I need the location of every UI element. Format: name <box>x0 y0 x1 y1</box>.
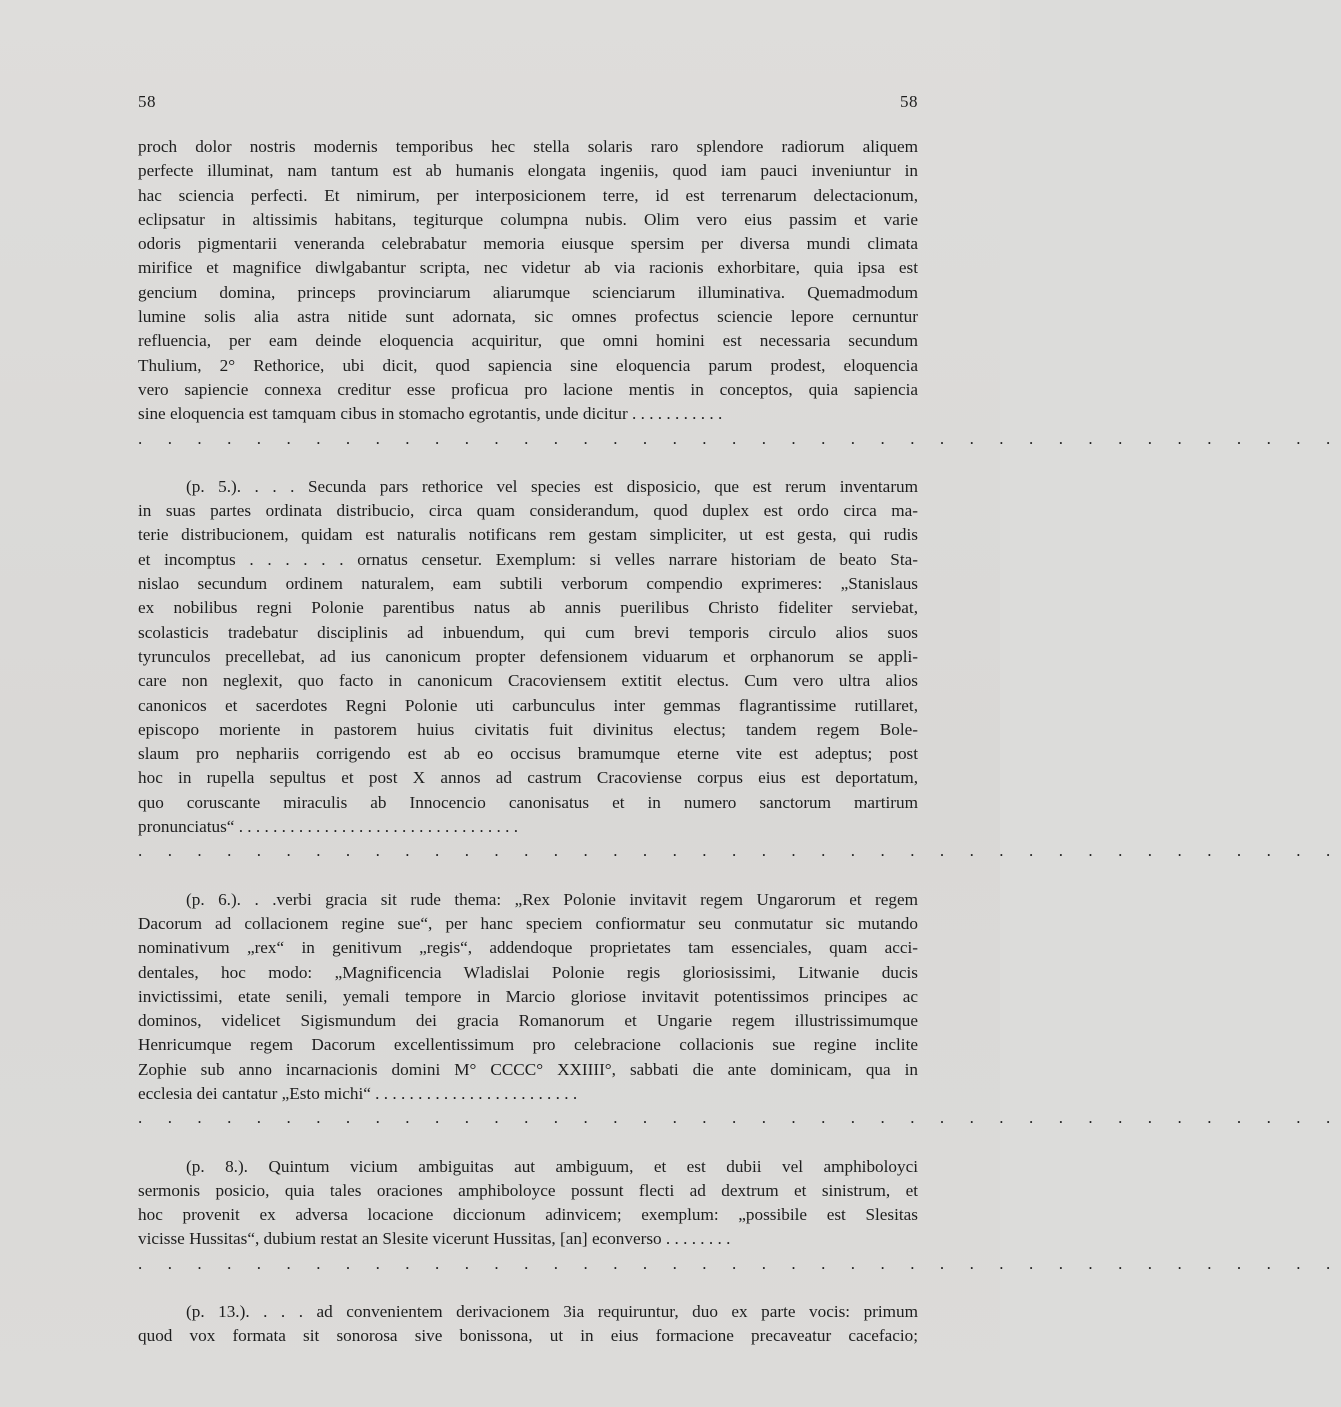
text-line: Thulium, 2° Rethorice, ubi dicit, quod sapiencia sine eloquencia parum prodest, eloquencia <box>138 355 918 375</box>
text-line: Dacorum ad collacionem regine sue“, per hanc speciem confiormatur seu conmutatur sic mutando <box>138 913 918 933</box>
text-line: (p. 6.). . .verbi gracia sit rude thema: „Rex Polonie invitavit regem Ungarorum et regem <box>186 889 918 909</box>
omission-dots: . . . . . . . . . . . . . . . . . . . . . . . . . . . . . . . . . . . . . . . . . <box>138 841 1341 861</box>
text-line: hac sciencia perfecti. Et nimirum, per interposicionem terre, id est terrenarum delectacionum, <box>138 185 918 205</box>
text-line: quod vox formata sit sonorosa sive bonissona, ut in eius formacione precaveatur cacefacio; <box>138 1326 918 1346</box>
text-line: gencium domina, princeps provinciarum aliarumque scienciarum illuminativa. Quemadmodum <box>138 282 918 302</box>
text-line: proch dolor nostris modernis temporibus hec stella solaris raro splendore radiorum aliquem <box>138 137 918 156</box>
text-line: dominos, videlicet Sigismundum dei gracia Romanorum et Ungarie regem illustrissimumque <box>138 1011 918 1031</box>
text-line: care non neglexit, quo facto in canonicum Cracoviensem extitit electus. Cum vero ultra alios <box>138 671 918 691</box>
text-line: dentales, hoc modo: „Magnificencia Wladislai Polonie regis gloriosissimi, Litwanie ducis <box>138 962 918 982</box>
text-line: Henricumque regem Dacorum excellentissimum pro celebracione collacionis sue regine inclite <box>138 1035 918 1055</box>
text-line: scolasticis tradebatur disciplinis ad inbuendum, qui cum brevi temporis circulo alios suos <box>138 622 918 642</box>
omission-dots: . . . . . . . . . . . . . . . . . . . . . . . . . . . . . . . . . . . . . . . . . <box>138 1108 1341 1128</box>
text-line: odoris pigmentarii veneranda celebrabatur memoria eiusque spersim per diversa mundi climata <box>138 234 918 254</box>
omission-dots: . . . . . . . . . . . . . . . . . . . . . . . . . . . . . . . . . . . . . . . . . <box>138 1253 1341 1273</box>
text-body <box>138 135 1341 1349</box>
text-line: (p. 5.). . . . Secunda pars rethorice vel species est disposicio, que est rerum inventarum <box>186 476 918 496</box>
text-line: in suas partes ordinata distribucio, circa quam considerandum, quod duplex est ordo circa ma- <box>138 501 918 521</box>
text-line: invictissimi, etate senili, yemali tempore in Marcio gloriose invitavit potentissimos principes ac <box>138 986 918 1006</box>
text-line: sermonis posicio, quia tales oraciones amphiboloyce possunt flecti ad dextrum et sinistrum, et <box>138 1180 918 1200</box>
omission-dots: . . . . . . . . . . . . . . . . . . . . . . . . . . . . . . . . . . . . . . . . . <box>138 428 1341 448</box>
text-line: (p. 13.). . . . ad convenientem derivacionem 3ia requiruntur, duo ex parte vocis: primum <box>186 1302 918 1322</box>
text-line: ecclesia dei cantatur „Esto michi“ . . . . . . . . . . . . . . . . . . . . . . . . <box>138 1083 578 1103</box>
text-line: terie distribucionem, quidam est naturalis notificans rem gestam simpliciter, ut est gesta, qui rudis <box>138 525 918 545</box>
text-line: pronunciatus“ . . . . . . . . . . . . . . . . . . . . . . . . . . . . . . . . . <box>138 817 519 837</box>
text-line: canonicos et sacerdotes Regni Polonie uti carbunculus inter gemmas flagrantissime rutillaret, <box>138 695 918 715</box>
text-line: sine eloquencia est tamquam cibus in stomacho egrotantis, unde dicitur . . . . . . . . . . . <box>138 404 723 424</box>
text-line: eclipsatur in altissimis habitans, tegiturque columpna nubis. Olim vero eius passim et varie <box>138 209 918 229</box>
paragraph-1 <box>138 135 1341 451</box>
text-line: nominativum „rex“ in genitivum „regis“, addendoque proprietates tam essenciales, quam acci- <box>138 938 918 958</box>
text-line: vero sapiencie connexa creditur esse proficua pro lacione mentis in conceptos, quia sapiencia <box>138 379 918 399</box>
text-line: ex nobilibus regni Polonie parentibus natus ab annis puerilibus Christo fideliter serviebat, <box>138 598 918 618</box>
text-line: episcopo moriente in pastorem huius civitatis fuit divinitus electus; tandem regem Bole- <box>138 719 918 739</box>
paragraph-4 <box>138 1155 1341 1276</box>
text-line: nislao secundum ordinem naturalem, eam subtili verborum compendio exprimeres: „Stanislaus <box>138 574 918 594</box>
text-line: refluencia, per eam deinde eloquencia acquiritur, que omni homini est necessaria secundum <box>138 331 918 351</box>
text-line: Zophie sub anno incarnacionis domini M° CCCC° XXIIII°, sabbati die ante dominicam, qua in <box>138 1059 918 1079</box>
text-line: mirifice et magnifice diwlgabantur scripta, nec videtur ab via racionis exhorbitare, quia ipsa est <box>138 258 918 278</box>
page-number-right: 58 <box>900 92 918 111</box>
paragraph-5 <box>138 1300 918 1349</box>
text-line: quo coruscante miraculis ab Innocencio canonisatus et in numero sanctorum martirum <box>138 792 918 812</box>
text-line: lumine solis alia astra nitide sunt adornata, sic omnes profectus sciencie lepore cernuntur <box>138 307 918 327</box>
paragraph-3 <box>138 888 1341 1131</box>
text-line: hoc provenit ex adversa locacione diccionum adinvicem; exemplum: „possibile est Slesitas <box>138 1205 918 1225</box>
paragraph-2 <box>138 475 1341 864</box>
text-line: et incomptus . . . . . . ornatus censetur. Exemplum: si velles narrare historiam de beato Sta- <box>138 549 918 569</box>
text-line: hoc in rupella sepultus et post X annos ad castrum Cracoviense corpus eius est deportatum, <box>138 768 918 788</box>
page-number-left: 58 <box>138 92 156 111</box>
text-line: vicisse Hussitas“, dubium restat an Slesite vicerunt Hussitas, [an] econverso . . . . . . . . <box>138 1229 731 1249</box>
text-line: perfecte illuminat, nam tantum est ab humanis elongata ingeniis, quod iam pauci inveniuntur in <box>138 161 918 181</box>
text-line: tyrunculos precellebat, ad ius canonicum propter defensionem viduarum et orphanorum se appli- <box>138 646 918 666</box>
text-line: (p. 8.). Quintum vicium ambiguitas aut ambiguum, et est dubii vel amphiboloyci <box>186 1156 918 1176</box>
text-line: slaum pro nephariis corrigendo est ab eo occisus bramumque eterne vite est adeptus; post <box>138 744 918 764</box>
